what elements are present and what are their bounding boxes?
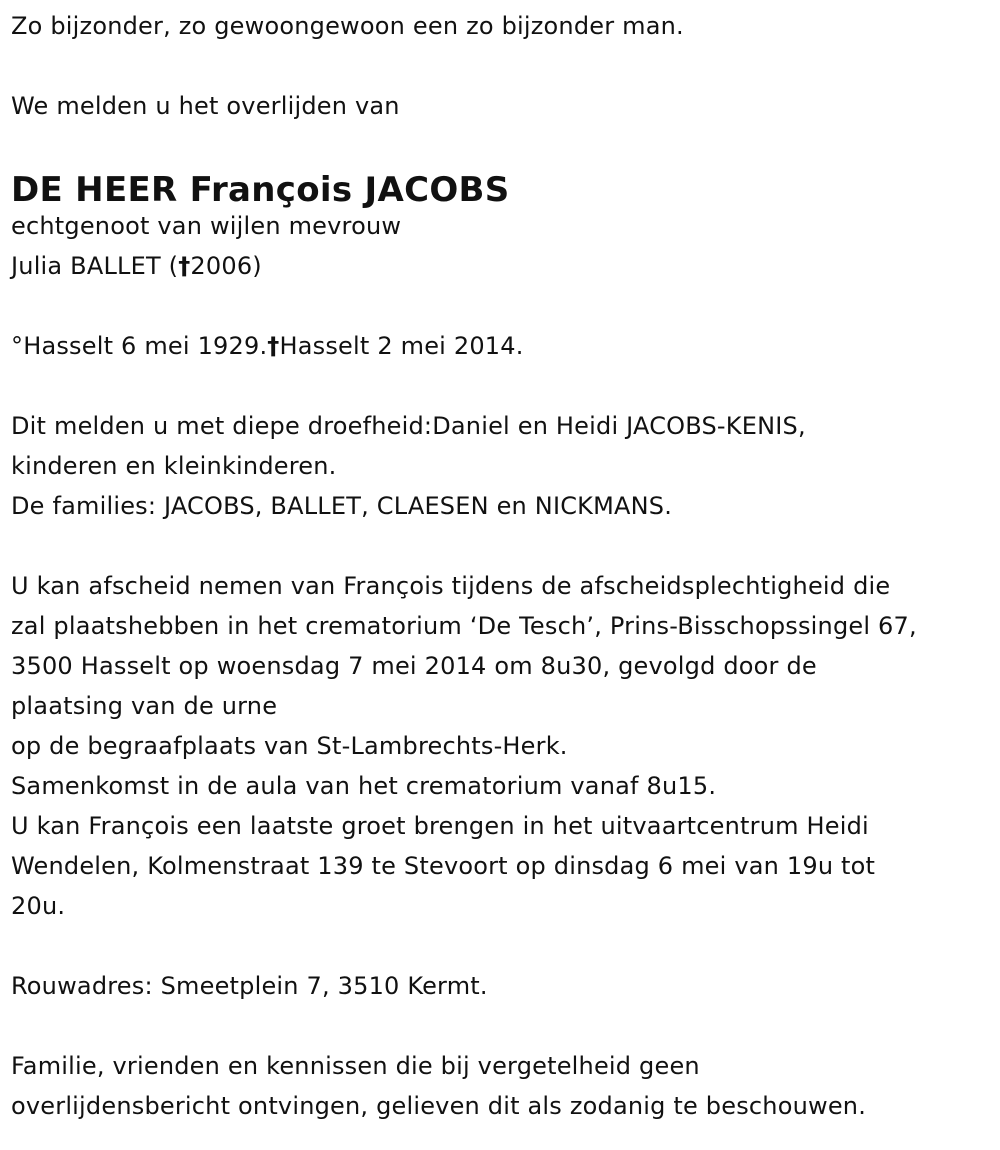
ceremony-line: Samenkomst in de aula van het crematorium vanaf 8u15. [11, 772, 717, 800]
mourning-address: Rouwadres: Smeetplein 7, 3510 Kermt. [11, 972, 488, 1000]
spacer [11, 526, 991, 566]
birth-text: °Hasselt 6 mei 1929. [11, 332, 268, 360]
spouse-death-year: 2006) [190, 252, 262, 280]
family-line: Dit melden u met diepe droefheid:Daniel en Heidi JACOBS-KENIS, [11, 412, 806, 440]
spacer [11, 926, 991, 966]
family-line: De families: JACOBS, BALLET, CLAESEN en NICKMANS. [11, 492, 673, 520]
ceremony-line: plaatsing van de urne [11, 692, 278, 720]
spouse-line-2 [11, 246, 991, 286]
ceremony-line: 20u. [11, 892, 66, 920]
ceremony-line: op de begraafplaats van St-Lambrechts-Herk. [11, 732, 568, 760]
spouse-name: Julia BALLET ( [11, 252, 179, 280]
death-text: Hasselt 2 mei 2014. [279, 332, 524, 360]
spacer [11, 126, 991, 166]
spouse-line-1: echtgenoot van wijlen mevrouw [11, 212, 402, 240]
cross-icon: † [267, 332, 280, 360]
closing-line: overlijdensbericht ontvingen, gelieven dit als zodanig te beschouwen. [11, 1092, 867, 1120]
spacer [11, 366, 991, 406]
intro-text: Zo bijzonder, zo gewoongewoon een zo bijzonder man. [11, 12, 684, 40]
announce-text: We melden u het overlijden van [11, 92, 400, 120]
dates-line [11, 326, 991, 366]
spacer [11, 1006, 991, 1046]
deceased-name: DE HEER François JACOBS [11, 170, 510, 210]
cross-icon: † [178, 252, 191, 280]
closing-line: Familie, vrienden en kennissen die bij vergetelheid geen [11, 1052, 700, 1080]
spacer [11, 286, 991, 326]
spacer [11, 46, 991, 86]
ceremony-line: Wendelen, Kolmenstraat 139 te Stevoort op dinsdag 6 mei van 19u tot [11, 852, 876, 880]
family-line: kinderen en kleinkinderen. [11, 452, 337, 480]
ceremony-line: 3500 Hasselt op woensdag 7 mei 2014 om 8u30, gevolgd door de [11, 652, 817, 680]
ceremony-line: U kan afscheid nemen van François tijdens de afscheidsplechtigheid die [11, 572, 891, 600]
ceremony-line: U kan François een laatste groet brengen in het uitvaartcentrum Heidi [11, 812, 869, 840]
ceremony-line: zal plaatshebben in het crematorium ‘De Tesch’, Prins-Bisschopssingel 67, [11, 612, 917, 640]
